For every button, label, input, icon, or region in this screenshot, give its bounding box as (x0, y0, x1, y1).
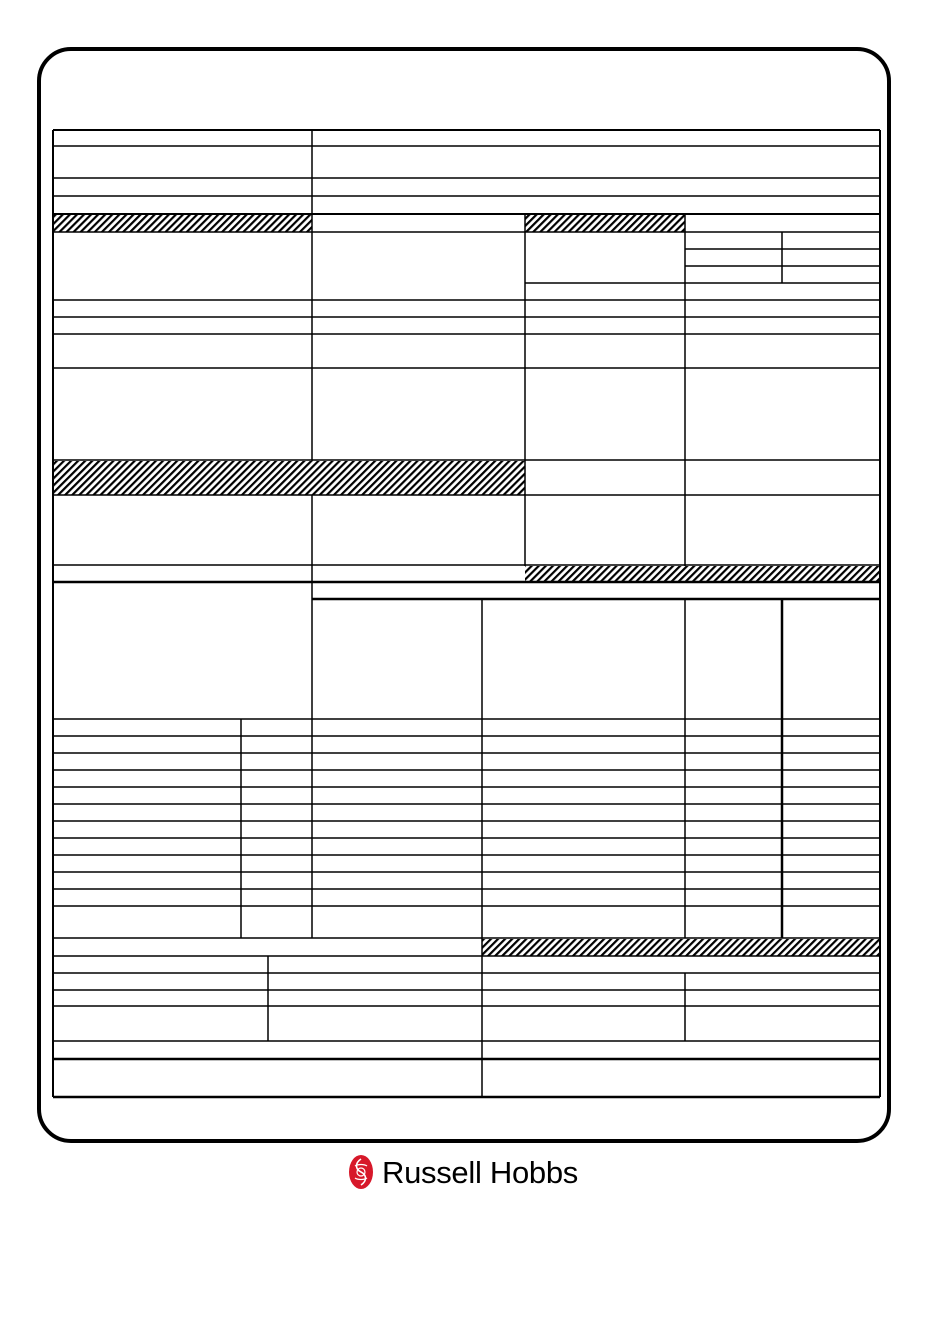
hatched-cell (53, 215, 312, 232)
hatched-cell (482, 939, 880, 956)
hatched-cell (525, 215, 685, 232)
hatched-cell (525, 566, 880, 582)
hatched-cell (53, 461, 525, 495)
brand-logo (348, 1152, 578, 1192)
russell-hobbs-emblem-icon (348, 1154, 374, 1190)
brand-name: Russell Hobbs (382, 1154, 578, 1190)
